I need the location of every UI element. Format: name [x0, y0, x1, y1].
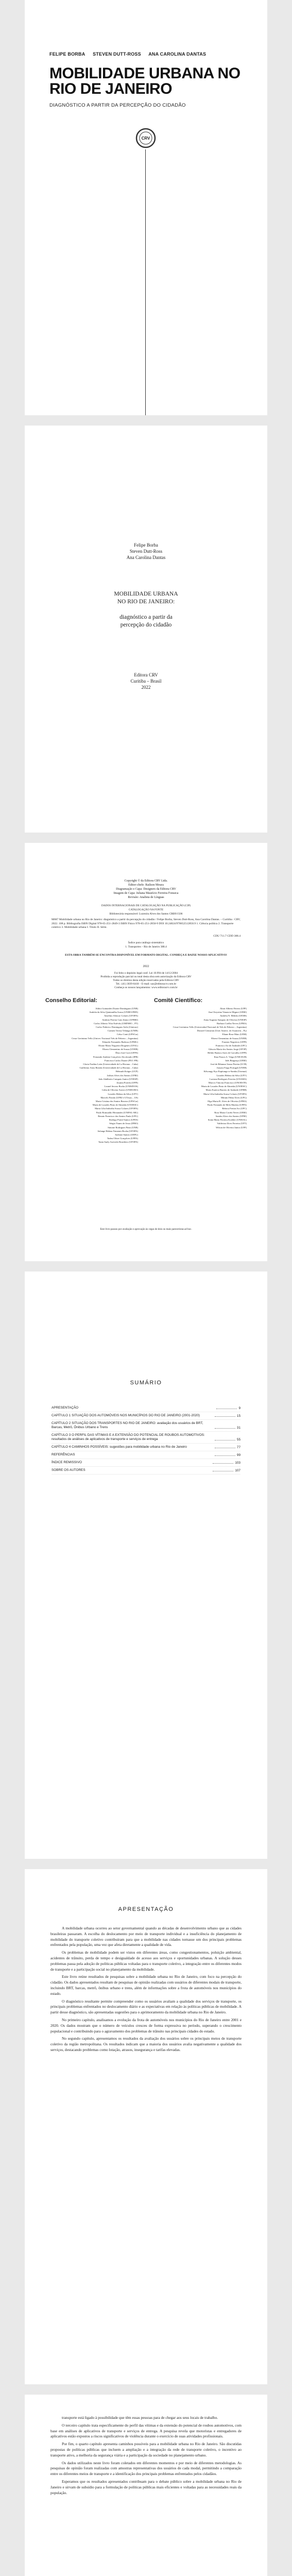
index-item: 1. Transportes – Rio de Janeiro 388.4: [125, 945, 167, 948]
scientific-member: Kilwangy Kya Kapitango-a-Samba (Unemat): [203, 1070, 247, 1073]
scientific-member: Maria Lília Imbiriba Sousa Colares (UFOPA): [203, 1092, 247, 1095]
scientific-member: Andréia N. Militão (UEMS): [219, 1014, 247, 1018]
editorial-member: Lídia de Oliveira Xavier (UNIEURO): [102, 1089, 138, 1092]
editorial-member: Élsio José Corá (UFFS): [115, 1052, 138, 1055]
rights-line: Foi feito o depósito legal conf. Lei 10.994 de 14/12/2004: [114, 972, 178, 975]
editorial-member: Sydione Santos (UEPG): [115, 1133, 138, 1136]
scientific-member: Valdivina Alves Ferreira (UFT): [217, 1122, 247, 1125]
toc-item[interactable]: [51, 1420, 241, 1432]
scientific-member: Rosa Maria Corrêa Neves (UERJ): [214, 1111, 247, 1114]
scientific-member: Olga Maria B. Alves de Oliveira (UFBA): [207, 1100, 247, 1103]
credit-line: Editor-chefe: Railson Moura: [128, 884, 164, 887]
toc-item-title: REFERÊNCIAS: [51, 1453, 75, 1456]
credits-block: [25, 879, 267, 900]
rights-block: [25, 972, 267, 990]
presentation-text: [50, 1926, 242, 2055]
scientific-member: Diosnel Centurion (Univ Americ. de Asunción – Py): [197, 1029, 247, 1032]
cover-author: FELIPE BORBA: [49, 52, 85, 57]
editorial-member: Elizeu Clementino de Souza (UNEB): [102, 1048, 138, 1051]
paragraph: No segundo capítulo, apresentamos os resultados da avaliação dos usuários sobre os principais meios de transporte coletivo da região metropolitana. Os resultados indicam que a maioria dos usuários avalia negativamente a qualidade dos serviços, destacando problemas como lotação, atrasos, insegurança e tarifas elevadas.: [50, 2036, 242, 2052]
scientific-member: Míriam Fábia Alves (UFG): [220, 1096, 247, 1099]
scientific-member: Luciana Rodrigues Ferreira (UNAMA): [209, 1077, 247, 1080]
index-heading: Índice para catálogo sistemático: [128, 941, 164, 944]
author-name: Ana Carolina Dantas: [126, 555, 166, 560]
cover-authors: [49, 52, 212, 57]
editorial-member: Maria Lília Imbiriba Sousa Colares (UFOPA): [95, 1107, 138, 1110]
scientific-member: Rebeca Freitas Ivo (UFC): [222, 1107, 247, 1110]
toc-item-title: CAPÍTULO 1 SITUAÇÃO DOS AUTOMÓVEIS NOS MUNICÍPIOS DO RIO DE JANEIRO (2001-2020): [51, 1414, 200, 1417]
toc-item[interactable]: [51, 1432, 241, 1444]
paragraph: Por fim, o quarto capítulo apresenta caminhos possíveis para a mobilidade urbana no Rio de Janeiro. São discutidas propostas de políticas públicas que incluem a ampliação e a integração da rede de transporte coletivo, o incentivo ao transporte ativo, a melhoria da segurança viária e a participação da sociedade no planejamento urbano.: [50, 2442, 242, 2458]
cover-title-line: MOBILIDADE URBANA NO: [49, 65, 241, 82]
scientific-member: José de Ribamar Sousa Pereira (UCB): [210, 1063, 247, 1066]
scientific-member: Maria de Lourdes Pinto de Almeida (UNOESC): [201, 1085, 247, 1088]
toc-item-title: CAPÍTULO 2 SITUAÇÃO DOS TRANSPORTES NO RIO DE JANEIRO: avaliação dos usuários de BRT, Barcas, Metrô, Ônibus Urbano e Trens: [51, 1421, 203, 1429]
credit-line: Diagramação e Capa: Designers da Editora CRV: [116, 888, 176, 891]
paragraph: transporte está ligado à possibilidade que têm essas pessoas para de chegar aos seus locais de trabalho.: [62, 2415, 218, 2420]
editorial-member: Carlos Alberto Vilar Estêvão (UMINHO – PT): [94, 1022, 138, 1025]
editorial-member: Cesar Gerónimo Tello (Univer. Nacional Três de Febrero – Argentina): [72, 1037, 138, 1040]
paragraph: Os problemas de mobilidade podem ser vistos em diferentes áreas, como congestionamentos, poluição ambiental, acidentes de trânsito, perda de tempo e desigualdade de acesso aos serviços e oportunidades urbanas. A solução desses problemas passa pela adoção de políticas públicas voltadas para o transporte coletivo, a integração entre os diferentes modos de transporte e a participação social no planejamento da mobilidade.: [50, 1950, 242, 1972]
cover-title-line: RIO DE JANEIRO: [49, 80, 173, 97]
editorial-member: Guillermo Arias Beatón (Universidade de La Havana – Cuba): [79, 1066, 138, 1070]
toc-item[interactable]: [51, 1412, 241, 1420]
paragraph: O diagnóstico resultante permite compreender como os usuários avaliam a qualidade dos serviços de transporte, os principais problemas enfrentados no deslocamento diário e as expectativas em relação às políticas públicas de mobilidade. A partir desse diagnóstico, são apresentadas sugestões para o aprimoramento da mobilidade urbana no Rio de Janeiro.: [50, 1998, 242, 2015]
credits-page: [25, 843, 267, 1261]
toc-item-page: 77: [236, 1446, 241, 1449]
paragraph: Esperamos que os resultados apresentados contribuam para o debate público sobre a mobilidade urbana no Rio de Janeiro e sirvam de subsídio para a formulação de políticas públicas mais eficientes e voltadas para as necessidades reais da população.: [50, 2479, 242, 2495]
scientific-member: Sonia Maria Ferreira Koehler (UNISAL): [208, 1118, 247, 1122]
editorial-member: Leonel Severo Rocha (UNISINOS): [104, 1085, 138, 1088]
scientific-member: Cesar Gerónimo Tello (Universidad Nacional de Três de Febrero – Argentina): [173, 1026, 247, 1029]
scientific-member: Barbara Coelho Neves (UFBA): [216, 1022, 247, 1025]
toc-item-title: CAPÍTULO 3 O PERFIL DAS VÍTIMAS E A EXTENSÃO DO POTENCIAL DE ROUBOS AUTOMOTIVOS: resultados de análises de aplicativos de transporte e serviços de entrega: [51, 1433, 205, 1441]
toc-item[interactable]: [51, 1467, 241, 1475]
toc-item-title: ÍNDICE REMISSIVO: [51, 1461, 82, 1464]
credits-year: 2022: [143, 965, 149, 968]
publisher-info: [25, 672, 267, 690]
editorial-member: João Adalberto Campato Junior (UNESP): [98, 1077, 138, 1080]
editorial-member: Carmen Tereza Velanga (UNIR): [107, 1029, 138, 1032]
summary-page: [25, 1272, 267, 1859]
scientific-member: Lourdes Helena da Silva (UFV): [216, 1074, 247, 1077]
scientific-member: Jussara Fraga Portugal (UNEB): [216, 1066, 247, 1070]
toc-item-title: CAPÍTULO 4 CAMINHOS POSSÍVEIS: sugestões para mobilidade urbana no Rio de Janeiro: [51, 1445, 187, 1449]
paragraph: No primeiro capítulo, analisamos a evolução da frota de automóveis nos municípios do Rio de Janeiro entre 2001 e 2020. Os dados mostram que o número de veículos cresceu de forma expressiva no período, superando o crescimento populacional e contribuindo para o agravamento dos problemas de trânsito nas principais cidades do estado.: [50, 2017, 242, 2033]
publisher-line: 2022: [141, 685, 151, 690]
editorial-member: Aldira Guimarães Duarte Domínguez (UNB): [95, 1007, 138, 1010]
title-page-authors: [25, 542, 267, 561]
rights-line: Todos os direitos desta edição reservados pela Editora CRV: [113, 979, 179, 982]
catalog-header-text: DADOS INTERNACIONAIS DE CATALOGAÇÃO NA PUBLICAÇÃO (CIP): [101, 904, 191, 907]
editorial-board: [45, 997, 138, 1144]
toc-item-page: 55: [236, 1438, 241, 1442]
summary-title: SUMÁRIO: [130, 1380, 162, 1386]
editorial-member: Elione Maria Nogueira Diogenes (UFAL): [98, 1044, 138, 1047]
toc-item[interactable]: [51, 1444, 241, 1451]
toc-item[interactable]: [51, 1451, 241, 1459]
rights-line: Tel.: (41) 3039-6418 – E-mail: sac@editoracrv.com.br: [115, 982, 177, 986]
paragraph: Os dados utilizados neste livro foram coletados em diferentes momentos e por meio de diferentes metodologias. As pesquisas de opinião foram realizadas com amostras representativas dos usuários de cada modal, permitindo a comparação entre os diferentes meios de transporte e a identificação dos principais problemas enfrentados pelos cidadãos.: [50, 2460, 242, 2477]
scientific-member: Sandra Alves dos Santos (UFRJ): [215, 1114, 247, 1117]
author-name: Felipe Borba: [134, 543, 158, 548]
editorial-member: Renato Francisco dos Santos Paula (UFG): [98, 1114, 138, 1117]
editorial-member: Francisco Carlos Duarte (PUC-PR): [105, 1059, 138, 1062]
presentation-page-continued: [25, 2395, 267, 2576]
editorial-member: Gloria Fariñas León (Universidade de La Havana – Cuba): [83, 1063, 138, 1066]
table-of-contents: [51, 1404, 241, 1475]
scientific-member: Paulo Fernando de Melo Martins (UFPA): [207, 1104, 247, 1107]
editorial-member: Maria Cristina dos Santos Bezerra (UFSCar): [95, 1100, 138, 1103]
toc-item-page: 103: [235, 1461, 241, 1465]
scientific-member: Fauston Negreiros (UFPI): [222, 1040, 247, 1043]
rights-line: Proibida a reprodução parcial ou total desta obra sem autorização da Editora CRV: [100, 975, 192, 978]
paragraph: O terceiro capítulo trata especificamente do perfil das vítimas e da extensão do potencial de roubos automotivos, com base em análises de aplicativos de transporte e serviços de entrega. A pesquisa revela que motoristas e entregadores de aplicativos estão expostos a riscos significativos de violência durante o exercício de suas atividades profissionais.: [50, 2422, 242, 2439]
toc-item[interactable]: [51, 1459, 241, 1467]
cover-author: STEVEN DUTT-ROSS: [93, 52, 141, 57]
editorial-member: Antônio Pereira Gaio Júnior (UFRRJ): [102, 1018, 138, 1021]
publisher-line: Curitiba – Brasil: [130, 679, 162, 684]
cover-vertical-line: [141, 149, 151, 415]
editorial-member: Marcelo Paixão (UFRJ e UTexas – US): [100, 1096, 138, 1099]
editorial-member: Fernando Antônio Gonçalves Alcoforado (IPB): [93, 1055, 138, 1058]
scientific-member: Eliane Rose Maio (UEM): [222, 1033, 247, 1036]
toc-item-page: 15: [236, 1414, 241, 1418]
cover-title: [49, 66, 245, 97]
editorial-member: Maria de Lourdes Pinto de Almeida (UNOESC): [92, 1104, 138, 1107]
scientific-member: Francisco Ari de Andrade (UFC): [215, 1044, 247, 1047]
editorial-member: Simone Rodrigues Pinto (UNB): [108, 1126, 138, 1129]
digital-notice: ESTA OBRA TAMBÉM SE ENCONTRA DISPONÍVEL EM FORMATO DIGITAL. CONHEÇA E BAIXE NOSSO APLICATIVO!: [65, 954, 227, 957]
title-page-title: [25, 590, 267, 606]
editorial-member: Rodrigo Pratte-Santos (UFES): [109, 1118, 138, 1122]
catalog-header: [25, 904, 267, 916]
scientific-member: Maria Eurácia Barreto de Andrade (UFRB): [205, 1089, 247, 1092]
paragraph: Este livro reúne resultados de pesquisas sobre a mobilidade urbana no Rio de Janeiro, com foco na percepção do cidadão. Os dados apresentados resultam de pesquisas de opinião realizadas com usuários de diferentes modais de transporte, incluindo BRT, barcas, metrô, ônibus urbano e trens, além de informações sobre a frota de automóveis nos municípios do estado.: [50, 1974, 242, 1996]
editorial-member: Jailson Alves dos Santos (UFRJ): [107, 1074, 138, 1077]
cover-page: [25, 0, 267, 415]
toc-item-page: 107: [235, 1469, 241, 1472]
scientific-member: Ana Chrystina Venancio Mignot (UERJ): [208, 1011, 247, 1014]
scientific-member: Altair Alberto Fávero (UPF): [219, 1007, 247, 1010]
catalog-record: M687 Mobilidade urbana no Rio de Janeiro: diagnóstico a partir da percepção do cidadão / Felipe Borba, Steven Dutt-Ross, Ana Carolina Dantas. – Curitiba : CRV, 2022. 108 p. Bibliografia ISBN Digital 978-65-251-2849-3 ISBN Físico 978-65-251-2850-9 DOI 10.24824/978652512850.9 1. Ciência política 2. Transporte coletivo 3. Mobilidade urbana I. Título II. Série.: [51, 918, 241, 929]
editorial-member: Eduardo Fernandes Barbosa (UFMG): [102, 1040, 138, 1043]
scientific-member: Inês Bragança (UERJ): [225, 1059, 247, 1062]
catalog-codes: CDU 711.7 CDD 388.4: [213, 935, 241, 938]
subtitle-line: diagnóstico a partir da: [119, 614, 173, 620]
scientific-member: Gláucia Maria dos Santos Jorge (UFOP): [208, 1048, 247, 1051]
editorial-member: Helmuth Krüger (UCP): [115, 1070, 138, 1073]
catalog-sub-text: CATALOGAÇÃO NA FONTE: [128, 908, 164, 911]
toc-item-title: SOBRE OS AUTORES: [51, 1468, 85, 1472]
title-page: [25, 426, 267, 833]
toc-item-title: APRESENTAÇÃO: [51, 1406, 79, 1410]
scientific-member: Ilma Passos A. Veiga (UNICEUB): [214, 1055, 247, 1058]
credit-line: Revisão: Analista de Línguas: [128, 896, 164, 899]
editorial-member: Paulo Romualdo Hernandes (UNIFAL-MG): [96, 1111, 138, 1114]
review-note: Este livro passou por avaliação e aprovação às cegas de dois ou mais pareceristas ad hoc.: [100, 1228, 192, 1231]
editorial-member: Carlos Federico Dominguez Avila (Unieuro): [96, 1026, 138, 1029]
scientific-member: Helder Buenos Aires de Carvalho (UFPI): [208, 1052, 247, 1055]
toc-leader: [215, 1428, 235, 1429]
editorial-member: Lourdes Helena da Silva (UFV): [108, 1092, 138, 1095]
title-page-subtitle: [25, 614, 267, 629]
boards: [45, 997, 247, 1144]
editorial-board-title: Conselho Editorial:: [45, 997, 97, 1004]
presentation-text-continued: [50, 2415, 242, 2498]
catalog-index: [25, 941, 267, 949]
editorial-member: Solange Helena Ximenes-Rocha (UFOPA): [97, 1129, 138, 1132]
title-line: MOBILIDADE URBANA: [114, 591, 178, 597]
paragraph: A mobilidade urbana ocorreu ao setor governamental quando as décadas de desenvolvimento urbano que as cidades brasileiras passaram. A escolha do deslocamento por meio de transporte individual e a insuficiência do planejamento de mobilidade do transporte coletivo contribuíram para que a mobilidade nas cidades tornasse um dos principais problemas enfrentados pela população, uma vez que afeta diretamente a qualidade de vida.: [50, 1926, 242, 1947]
editorial-member: Celso Conti (UFSCar): [116, 1033, 138, 1036]
scientific-member: Anna Augusta Sampaio de Oliveira (UNESP): [203, 1018, 247, 1021]
toc-item-page: 31: [236, 1426, 241, 1430]
scientific-committee: [154, 997, 247, 1144]
author-name: Steven Dutt-Ross: [129, 549, 163, 554]
scientific-member: Wilson de Oliveira Junior (UFF): [215, 1126, 247, 1129]
subtitle-line: percepção do cidadão: [120, 622, 172, 628]
catalog-librarian: Bibliotecária responsável: Luzenira Alves dos Santos CRB9/1506: [109, 912, 183, 916]
editorial-member: Andréia da Silva Quintanilha Sousa (UNIR/UFRN): [89, 1011, 138, 1014]
editorial-member: Anselmo Alencar Colares (UFOPA): [104, 1014, 138, 1018]
scientific-committee-title: Comitê Científico:: [154, 997, 203, 1004]
credit-line: Copyright © da Editora CRV Ltda.: [124, 879, 168, 883]
editorial-member: Sérgio Nunes de Jesus (IFRO): [109, 1122, 138, 1125]
toc-item[interactable]: [51, 1404, 241, 1412]
presentation-page: [25, 1869, 267, 2384]
editorial-member: Tadeu Oliver Gonçalves (UFPA): [107, 1137, 138, 1140]
editorial-member: Tania Suely Azevedo Brasileiro (UFOPA): [98, 1141, 138, 1144]
toc-item-page: 9: [238, 1406, 241, 1410]
toc-item-page: 99: [236, 1453, 241, 1457]
logo-text: CRV: [141, 136, 150, 141]
publisher-line: Editora CRV: [134, 672, 158, 677]
publisher-logo-icon: [134, 127, 157, 149]
editorial-member: Josania Portela (UFPI): [116, 1081, 138, 1084]
presentation-title: APRESENTAÇÃO: [118, 1906, 174, 1912]
cover-subtitle: DIAGNÓSTICO A PARTIR DA PERCEPÇÃO DO CIDADÃO: [49, 103, 186, 108]
title-line: NO RIO DE JANEIRO:: [117, 599, 175, 605]
scientific-member: Elizeu Clementino de Souza (UNEB): [211, 1037, 247, 1040]
toc-leader: [215, 1455, 235, 1456]
toc-leader: [215, 1416, 235, 1417]
scientific-member: Marcos Vinicius Francisco (UNOESTE): [208, 1081, 247, 1084]
cover-author: ANA CAROLINA DANTAS: [148, 52, 207, 57]
toc-leader: [213, 1463, 233, 1464]
credit-line: Imagem de Capa: Juliana Maurício Ferreira Fonseca: [113, 892, 179, 895]
rights-line: Conheça os nossos lançamentos: www.editoracrv.com.br: [114, 986, 178, 989]
